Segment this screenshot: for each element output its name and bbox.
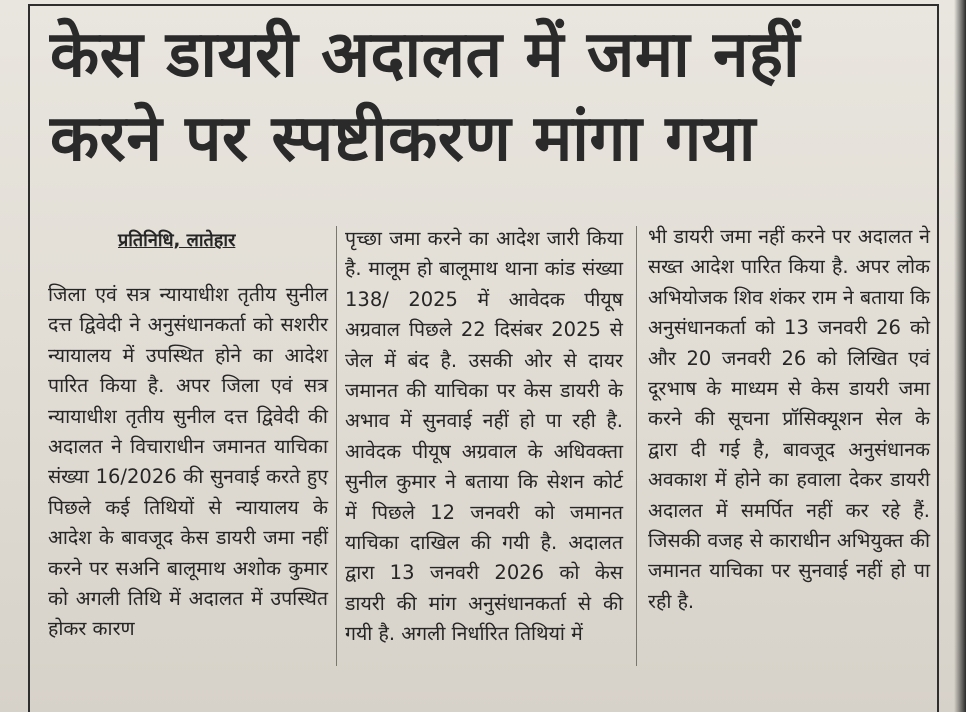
article-column-1 bbox=[48, 224, 328, 645]
frame-left-border bbox=[28, 4, 30, 712]
headline-line-1: केस डायरी अदालत में जमा नहीं bbox=[50, 18, 801, 92]
column-2-text: पृच्छा जमा करने का आदेश जारी किया है. मालूम हो बालूमाथ थाना कांड संख्या 138/ 2025 में आवेदक पीयूष अग्रवाल पिछले 22 दिसंबर 2025 से जेल में बंद है. उसकी ओर से दायर जमानत की याचिका पर केस डायरी के अभाव में सुनवाई नहीं हो पा रही है. आवेदक पीयूष अग्रवाल के अधिवक्ता सुनील कुमार ने बताया कि सेशन कोर्ट में पिछले 12 जनवरी को जमानत याचिका दाखिल की गयी है. अदालत द्वारा 13 जनवरी 2026 को केस डायरी की मांग अनुसंधानकर्ता से की गयी है. अगली निर्धारित तिथियां में bbox=[345, 227, 623, 646]
column-divider-2 bbox=[636, 226, 637, 666]
byline: प्रतिनिधि, लातेहार bbox=[118, 230, 236, 251]
frame-right-border bbox=[937, 4, 939, 712]
column-divider-1 bbox=[336, 226, 337, 666]
article-column-2 bbox=[345, 224, 623, 650]
frame-top-border bbox=[28, 4, 938, 6]
paper-edge-shadow bbox=[954, 0, 966, 712]
headline bbox=[50, 14, 930, 180]
article-column-3 bbox=[648, 222, 930, 617]
column-1-text: जिला एवं सत्र न्यायाधीश तृतीय सुनील दत्त द्विवेदी ने अनुसंधानकर्ता को सशरीर न्यायालय में उपस्थित होने का आदेश पारित किया है. अपर जिला एवं सत्र न्यायाधीश तृतीय सुनील दत्त द्विवेदी की अदालत ने विचाराधीन जमानत याचिका संख्या 16/2026 की सुनवाई करते हुए पिछले कई तिथियों से न्यायालय के आदेश के बावजूद केस डायरी जमा नहीं करने पर सअनि बालूमाथ अशोक कुमार को अगली तिथि में अदालत में उपस्थित होकर कारण bbox=[48, 283, 328, 641]
column-3-text: भी डायरी जमा नहीं करने पर अदालत ने सख्त आदेश पारित किया है. अपर लोक अभियोजक शिव शंकर राम ने बताया कि अनुसंधानकर्ता को 13 जनवरी 26 को और 20 जनवरी 26 को लिखित एवं दूरभाष के माध्यम से केस डायरी जमा करने की सूचना प्रॉसिक्यूशन सेल के द्वारा दी गई है, बावजूद अनुसंधानक अवकाश में होने का हवाला देकर डायरी अदालत में समर्पित नहीं कर रहे हैं. जिसकी वजह से काराधीन अभियुक्त की जमानत याचिका पर सुनवाई नहीं हो पा रही है. bbox=[648, 225, 930, 613]
headline-line-2: करने पर स्पष्टीकरण मांगा गया bbox=[50, 102, 756, 176]
